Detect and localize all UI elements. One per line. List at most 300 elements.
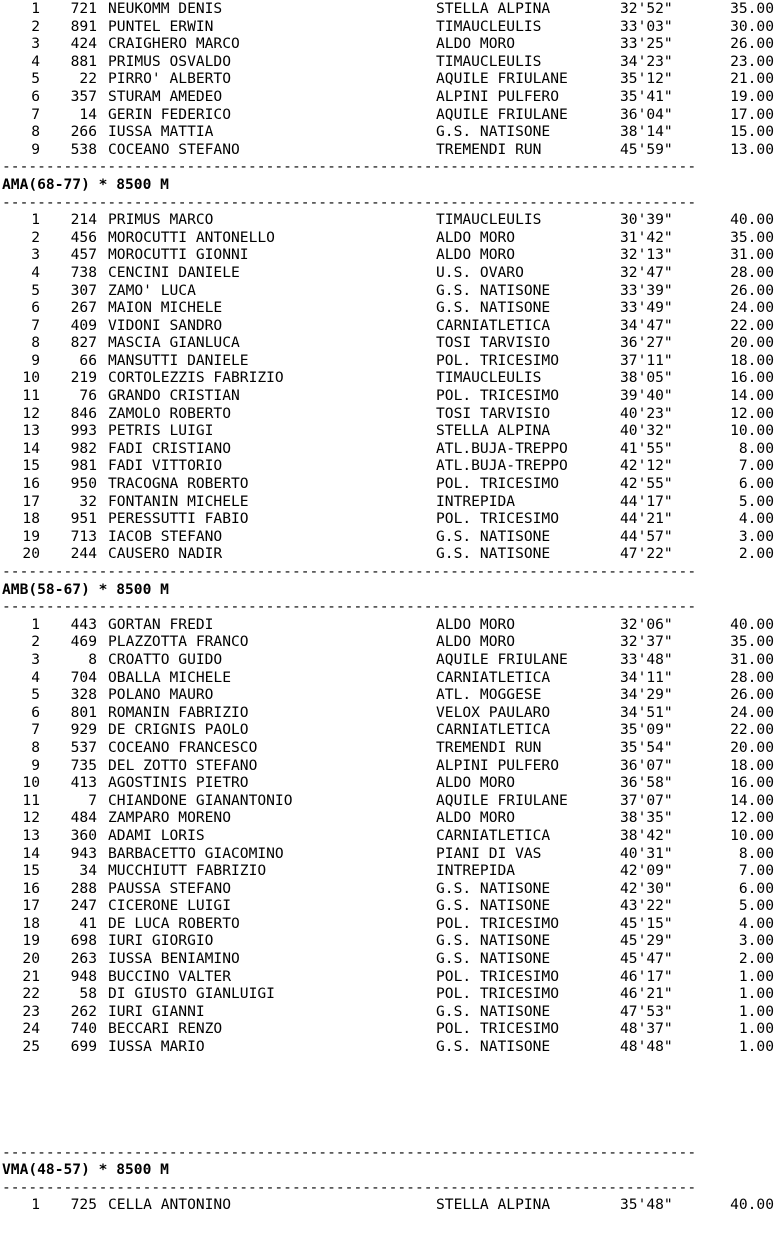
position-cell: 13: [22, 422, 40, 440]
bib-number-cell: 8: [88, 650, 97, 668]
bib-number-cell: 538: [70, 140, 97, 158]
result-row: [2, 35, 783, 53]
position-cell: 6: [31, 87, 40, 105]
result-row: [2, 141, 783, 159]
separator-line: -------------------------------------------------------------------------------: [2, 1143, 697, 1161]
position-cell: 7: [31, 721, 40, 739]
club-name-cell: POL. TRICESIMO: [436, 1020, 560, 1038]
points-cell: 24.00: [730, 299, 774, 317]
position-cell: 25: [22, 1038, 40, 1056]
points-cell: 12.00: [730, 809, 774, 827]
club-name-cell: CARNIATLETICA: [436, 826, 551, 844]
bib-number-cell: 22: [79, 70, 97, 88]
points-cell: 22.00: [730, 721, 774, 739]
result-row: [2, 616, 783, 634]
athlete-name-cell: IUSSA MATTIA: [108, 123, 214, 141]
finish-time-cell: 33'39": [620, 281, 673, 299]
club-name-cell: TOSI TARVISIO: [436, 404, 551, 422]
athlete-name-cell: CROATTO GUIDO: [108, 650, 223, 668]
position-cell: 10: [22, 369, 40, 387]
athlete-name-cell: CORTOLEZZIS FABRIZIO: [108, 369, 284, 387]
finish-time-cell: 45'47": [620, 950, 673, 968]
position-cell: 20: [22, 950, 40, 968]
club-name-cell: ATL.BUJA-TREPPO: [436, 439, 568, 457]
athlete-name-cell: NEUKOMM DENIS: [108, 0, 223, 17]
result-row: [2, 651, 783, 669]
result-row: [2, 950, 783, 968]
athlete-name-cell: PLAZZOTTA FRANCO: [108, 633, 249, 651]
result-row: [2, 739, 783, 757]
result-row: [2, 510, 783, 528]
athlete-name-cell: CHIANDONE GIANANTONIO: [108, 791, 293, 809]
bib-number-cell: 214: [70, 211, 97, 229]
position-cell: 8: [31, 334, 40, 352]
result-row: [2, 528, 783, 546]
finish-time-cell: 47'22": [620, 545, 673, 563]
result-row: [2, 282, 783, 300]
result-row: [2, 827, 783, 845]
athlete-name-cell: CICERONE LUIGI: [108, 897, 232, 915]
points-cell: 1.00: [738, 1038, 774, 1056]
result-row: [2, 493, 783, 511]
points-cell: 12.00: [730, 404, 774, 422]
club-name-cell: CARNIATLETICA: [436, 316, 551, 334]
finish-time-cell: 42'09": [620, 862, 673, 880]
position-cell: 14: [22, 844, 40, 862]
finish-time-cell: 41'55": [620, 439, 673, 457]
finish-time-cell: 44'57": [620, 527, 673, 545]
result-row: [2, 405, 783, 423]
athlete-name-cell: CENCINI DANIELE: [108, 263, 240, 281]
results-document: [2, 0, 783, 1214]
club-name-cell: G.S. NATISONE: [436, 1038, 551, 1056]
athlete-name-cell: MUCCHIUTT FABRIZIO: [108, 862, 267, 880]
club-name-cell: TIMAUCLEULIS: [436, 369, 542, 387]
points-cell: 18.00: [730, 756, 774, 774]
club-name-cell: POL. TRICESIMO: [436, 914, 560, 932]
points-cell: 7.00: [738, 862, 774, 880]
result-row: [2, 422, 783, 440]
bib-number-cell: 424: [70, 35, 97, 53]
position-cell: 11: [22, 387, 40, 405]
finish-time-cell: 42'55": [620, 475, 673, 493]
club-name-cell: TIMAUCLEULIS: [436, 17, 542, 35]
athlete-name-cell: BUCCINO VALTER: [108, 967, 232, 985]
result-row: [2, 704, 783, 722]
club-name-cell: PIANI DI VAS: [436, 844, 542, 862]
points-cell: 5.00: [738, 492, 774, 510]
finish-time-cell: 37'07": [620, 791, 673, 809]
points-cell: 4.00: [738, 510, 774, 528]
position-cell: 7: [31, 316, 40, 334]
club-name-cell: POL. TRICESIMO: [436, 967, 560, 985]
points-cell: 6.00: [738, 879, 774, 897]
bib-number-cell: 704: [70, 668, 97, 686]
position-cell: 9: [31, 351, 40, 369]
points-cell: 26.00: [730, 35, 774, 53]
blank-line: [2, 1056, 783, 1074]
result-row: [2, 845, 783, 863]
position-cell: 1: [31, 211, 40, 229]
result-row: [2, 545, 783, 563]
bib-number-cell: 801: [70, 703, 97, 721]
bib-number-cell: 413: [70, 774, 97, 792]
finish-time-cell: 34'29": [620, 686, 673, 704]
athlete-name-cell: COCEANO FRANCESCO: [108, 738, 258, 756]
finish-time-cell: 32'47": [620, 263, 673, 281]
bib-number-cell: 725: [70, 1196, 97, 1214]
club-name-cell: ALDO MORO: [436, 228, 516, 246]
bib-number-cell: 951: [70, 510, 97, 528]
points-cell: 15.00: [730, 123, 774, 141]
finish-time-cell: 35'48": [620, 1196, 673, 1214]
bib-number-cell: 713: [70, 527, 97, 545]
position-cell: 19: [22, 527, 40, 545]
result-row: [2, 915, 783, 933]
club-name-cell: G.S. NATISONE: [436, 897, 551, 915]
result-row: [2, 721, 783, 739]
finish-time-cell: 35'12": [620, 70, 673, 88]
position-cell: 5: [31, 70, 40, 88]
athlete-name-cell: ZAMOLO ROBERTO: [108, 404, 232, 422]
points-cell: 4.00: [738, 914, 774, 932]
finish-time-cell: 45'29": [620, 932, 673, 950]
athlete-name-cell: ZAMPARO MORENO: [108, 809, 232, 827]
result-row: [2, 1196, 783, 1214]
club-name-cell: G.S. NATISONE: [436, 281, 551, 299]
bib-number-cell: 993: [70, 422, 97, 440]
points-cell: 10.00: [730, 826, 774, 844]
bib-number-cell: 891: [70, 17, 97, 35]
athlete-name-cell: GRANDO CRISTIAN: [108, 387, 240, 405]
club-name-cell: ALDO MORO: [436, 246, 516, 264]
points-cell: 6.00: [738, 475, 774, 493]
result-row: [2, 264, 783, 282]
points-cell: 3.00: [738, 932, 774, 950]
athlete-name-cell: COCEANO STEFANO: [108, 140, 240, 158]
club-name-cell: AQUILE FRIULANE: [436, 650, 568, 668]
points-cell: 35.00: [730, 0, 774, 17]
points-cell: 20.00: [730, 334, 774, 352]
bib-number-cell: 982: [70, 439, 97, 457]
finish-time-cell: 33'03": [620, 17, 673, 35]
points-cell: 28.00: [730, 668, 774, 686]
finish-time-cell: 46'17": [620, 967, 673, 985]
athlete-name-cell: MASCIA GIANLUCA: [108, 334, 240, 352]
club-name-cell: ALPINI PULFERO: [436, 87, 560, 105]
club-name-cell: ALDO MORO: [436, 615, 516, 633]
club-name-cell: POL. TRICESIMO: [436, 475, 560, 493]
club-name-cell: G.S. NATISONE: [436, 545, 551, 563]
position-cell: 3: [31, 650, 40, 668]
position-cell: 8: [31, 123, 40, 141]
result-row: [2, 369, 783, 387]
athlete-name-cell: ADAMI LORIS: [108, 826, 205, 844]
club-name-cell: AQUILE FRIULANE: [436, 791, 568, 809]
club-name-cell: G.S. NATISONE: [436, 299, 551, 317]
finish-time-cell: 34'47": [620, 316, 673, 334]
result-row: [2, 1003, 783, 1021]
club-name-cell: G.S. NATISONE: [436, 932, 551, 950]
result-row: [2, 1020, 783, 1038]
athlete-name-cell: MOROCUTTI GIONNI: [108, 246, 249, 264]
position-cell: 4: [31, 668, 40, 686]
finish-time-cell: 39'40": [620, 387, 673, 405]
finish-time-cell: 48'48": [620, 1038, 673, 1056]
points-cell: 40.00: [730, 1196, 774, 1214]
finish-time-cell: 45'59": [620, 140, 673, 158]
bib-number-cell: 288: [70, 879, 97, 897]
position-cell: 5: [31, 686, 40, 704]
points-cell: 1.00: [738, 985, 774, 1003]
result-row: [2, 932, 783, 950]
result-row: [2, 18, 783, 36]
position-cell: 7: [31, 105, 40, 123]
bib-number-cell: 266: [70, 123, 97, 141]
club-name-cell: G.S. NATISONE: [436, 123, 551, 141]
points-cell: 1.00: [738, 1002, 774, 1020]
finish-time-cell: 32'13": [620, 246, 673, 264]
athlete-name-cell: CRAIGHERO MARCO: [108, 35, 240, 53]
finish-time-cell: 33'25": [620, 35, 673, 53]
bib-number-cell: 537: [70, 738, 97, 756]
position-cell: 16: [22, 475, 40, 493]
points-cell: 26.00: [730, 686, 774, 704]
club-name-cell: ALDO MORO: [436, 35, 516, 53]
bib-number-cell: 307: [70, 281, 97, 299]
club-name-cell: STELLA ALPINA: [436, 1196, 551, 1214]
bib-number-cell: 262: [70, 1002, 97, 1020]
separator-line: -------------------------------------------------------------------------------: [2, 598, 697, 616]
club-name-cell: INTREPIDA: [436, 492, 516, 510]
finish-time-cell: 38'42": [620, 826, 673, 844]
result-row: [2, 633, 783, 651]
position-cell: 5: [31, 281, 40, 299]
points-cell: 35.00: [730, 228, 774, 246]
bib-number-cell: 443: [70, 615, 97, 633]
position-cell: 20: [22, 545, 40, 563]
finish-time-cell: 43'22": [620, 897, 673, 915]
bib-number-cell: 698: [70, 932, 97, 950]
bib-number-cell: 469: [70, 633, 97, 651]
points-cell: 21.00: [730, 70, 774, 88]
position-cell: 1: [31, 615, 40, 633]
points-cell: 17.00: [730, 105, 774, 123]
bib-number-cell: 409: [70, 316, 97, 334]
position-cell: 16: [22, 879, 40, 897]
bib-number-cell: 357: [70, 87, 97, 105]
position-cell: 3: [31, 246, 40, 264]
finish-time-cell: 36'27": [620, 334, 673, 352]
points-cell: 40.00: [730, 211, 774, 229]
bib-number-cell: 34: [79, 862, 97, 880]
points-cell: 13.00: [730, 140, 774, 158]
bib-number-cell: 740: [70, 1020, 97, 1038]
club-name-cell: ATL. MOGGESE: [436, 686, 542, 704]
finish-time-cell: 36'07": [620, 756, 673, 774]
club-name-cell: AQUILE FRIULANE: [436, 70, 568, 88]
bib-number-cell: 735: [70, 756, 97, 774]
bib-number-cell: 721: [70, 0, 97, 17]
points-cell: 10.00: [730, 422, 774, 440]
finish-time-cell: 44'21": [620, 510, 673, 528]
club-name-cell: TIMAUCLEULIS: [436, 52, 542, 70]
points-cell: 7.00: [738, 457, 774, 475]
bib-number-cell: 219: [70, 369, 97, 387]
position-cell: 18: [22, 510, 40, 528]
points-cell: 28.00: [730, 263, 774, 281]
bib-number-cell: 244: [70, 545, 97, 563]
athlete-name-cell: TRACOGNA ROBERTO: [108, 475, 249, 493]
position-cell: 22: [22, 985, 40, 1003]
athlete-name-cell: POLANO MAURO: [108, 686, 214, 704]
blank-line: [2, 1126, 783, 1144]
club-name-cell: AQUILE FRIULANE: [436, 105, 568, 123]
blank-line: [2, 1108, 783, 1126]
club-name-cell: POL. TRICESIMO: [436, 985, 560, 1003]
bib-number-cell: 247: [70, 897, 97, 915]
club-name-cell: ATL.BUJA-TREPPO: [436, 457, 568, 475]
result-row: [2, 880, 783, 898]
club-name-cell: G.S. NATISONE: [436, 879, 551, 897]
result-row: [2, 334, 783, 352]
position-cell: 19: [22, 932, 40, 950]
finish-time-cell: 38'14": [620, 123, 673, 141]
bib-number-cell: 929: [70, 721, 97, 739]
position-cell: 4: [31, 52, 40, 70]
finish-time-cell: 38'05": [620, 369, 673, 387]
position-cell: 2: [31, 633, 40, 651]
athlete-name-cell: DI GIUSTO GIANLUIGI: [108, 985, 275, 1003]
position-cell: 3: [31, 35, 40, 53]
result-row: [2, 440, 783, 458]
points-cell: 5.00: [738, 897, 774, 915]
bib-number-cell: 457: [70, 246, 97, 264]
finish-time-cell: 48'37": [620, 1020, 673, 1038]
separator-line: -------------------------------------------------------------------------------: [2, 1178, 697, 1196]
bib-number-cell: 981: [70, 457, 97, 475]
athlete-name-cell: IACOB STEFANO: [108, 527, 223, 545]
athlete-name-cell: OBALLA MICHELE: [108, 668, 232, 686]
result-row: [2, 229, 783, 247]
blank-line: [2, 1073, 783, 1091]
bib-number-cell: 360: [70, 826, 97, 844]
result-row: [2, 211, 783, 229]
club-name-cell: POL. TRICESIMO: [436, 510, 560, 528]
club-name-cell: INTREPIDA: [436, 862, 516, 880]
finish-time-cell: 40'31": [620, 844, 673, 862]
club-name-cell: G.S. NATISONE: [436, 950, 551, 968]
separator-line: -------------------------------------------------------------------------------: [2, 158, 697, 176]
position-cell: 9: [31, 756, 40, 774]
club-name-cell: G.S. NATISONE: [436, 527, 551, 545]
athlete-name-cell: IUSSA MARIO: [108, 1038, 205, 1056]
result-row: [2, 299, 783, 317]
points-cell: 24.00: [730, 703, 774, 721]
result-row: [2, 985, 783, 1003]
points-cell: 3.00: [738, 527, 774, 545]
position-cell: 6: [31, 299, 40, 317]
points-cell: 22.00: [730, 316, 774, 334]
separator-line: -------------------------------------------------------------------------------: [2, 193, 697, 211]
finish-time-cell: 40'23": [620, 404, 673, 422]
points-cell: 1.00: [738, 1020, 774, 1038]
athlete-name-cell: ROMANIN FABRIZIO: [108, 703, 249, 721]
bib-number-cell: 66: [79, 351, 97, 369]
athlete-name-cell: FADI CRISTIANO: [108, 439, 232, 457]
points-cell: 23.00: [730, 52, 774, 70]
points-cell: 40.00: [730, 615, 774, 633]
result-row: [2, 757, 783, 775]
points-cell: 1.00: [738, 967, 774, 985]
points-cell: 14.00: [730, 387, 774, 405]
points-cell: 35.00: [730, 633, 774, 651]
points-cell: 20.00: [730, 738, 774, 756]
bib-number-cell: 41: [79, 914, 97, 932]
finish-time-cell: 36'04": [620, 105, 673, 123]
bib-number-cell: 699: [70, 1038, 97, 1056]
finish-time-cell: 38'35": [620, 809, 673, 827]
bib-number-cell: 263: [70, 950, 97, 968]
athlete-name-cell: PRIMUS MARCO: [108, 211, 214, 229]
points-cell: 16.00: [730, 369, 774, 387]
finish-time-cell: 32'06": [620, 615, 673, 633]
athlete-name-cell: PETRIS LUIGI: [108, 422, 214, 440]
club-name-cell: ALDO MORO: [436, 774, 516, 792]
result-row: [2, 809, 783, 827]
club-name-cell: TREMENDI RUN: [436, 140, 542, 158]
finish-time-cell: 37'11": [620, 351, 673, 369]
finish-time-cell: 35'09": [620, 721, 673, 739]
athlete-name-cell: MOROCUTTI ANTONELLO: [108, 228, 275, 246]
finish-time-cell: 32'52": [620, 0, 673, 17]
points-cell: 14.00: [730, 791, 774, 809]
points-cell: 2.00: [738, 950, 774, 968]
position-cell: 24: [22, 1020, 40, 1038]
category-heading: AMB(58-67) * 8500 M: [2, 580, 169, 598]
athlete-name-cell: MANSUTTI DANIELE: [108, 351, 249, 369]
athlete-name-cell: PUNTEL ERWIN: [108, 17, 214, 35]
athlete-name-cell: PRIMUS OSVALDO: [108, 52, 232, 70]
finish-time-cell: 42'30": [620, 879, 673, 897]
athlete-name-cell: PIRRO' ALBERTO: [108, 70, 232, 88]
position-cell: 2: [31, 228, 40, 246]
result-row: [2, 774, 783, 792]
club-name-cell: U.S. OVARO: [436, 263, 524, 281]
position-cell: 1: [31, 0, 40, 17]
position-cell: 12: [22, 404, 40, 422]
result-row: [2, 70, 783, 88]
bib-number-cell: 267: [70, 299, 97, 317]
bib-number-cell: 76: [79, 387, 97, 405]
result-row: [2, 387, 783, 405]
position-cell: 18: [22, 914, 40, 932]
athlete-name-cell: DE LUCA ROBERTO: [108, 914, 240, 932]
result-row: [2, 968, 783, 986]
athlete-name-cell: VIDONI SANDRO: [108, 316, 223, 334]
athlete-name-cell: IURI GIORGIO: [108, 932, 214, 950]
athlete-name-cell: BARBACETTO GIACOMINO: [108, 844, 284, 862]
points-cell: 19.00: [730, 87, 774, 105]
result-row: [2, 669, 783, 687]
points-cell: 31.00: [730, 246, 774, 264]
position-cell: 9: [31, 140, 40, 158]
result-row: [2, 246, 783, 264]
result-row: [2, 106, 783, 124]
athlete-name-cell: FONTANIN MICHELE: [108, 492, 249, 510]
position-cell: 15: [22, 457, 40, 475]
bib-number-cell: 738: [70, 263, 97, 281]
